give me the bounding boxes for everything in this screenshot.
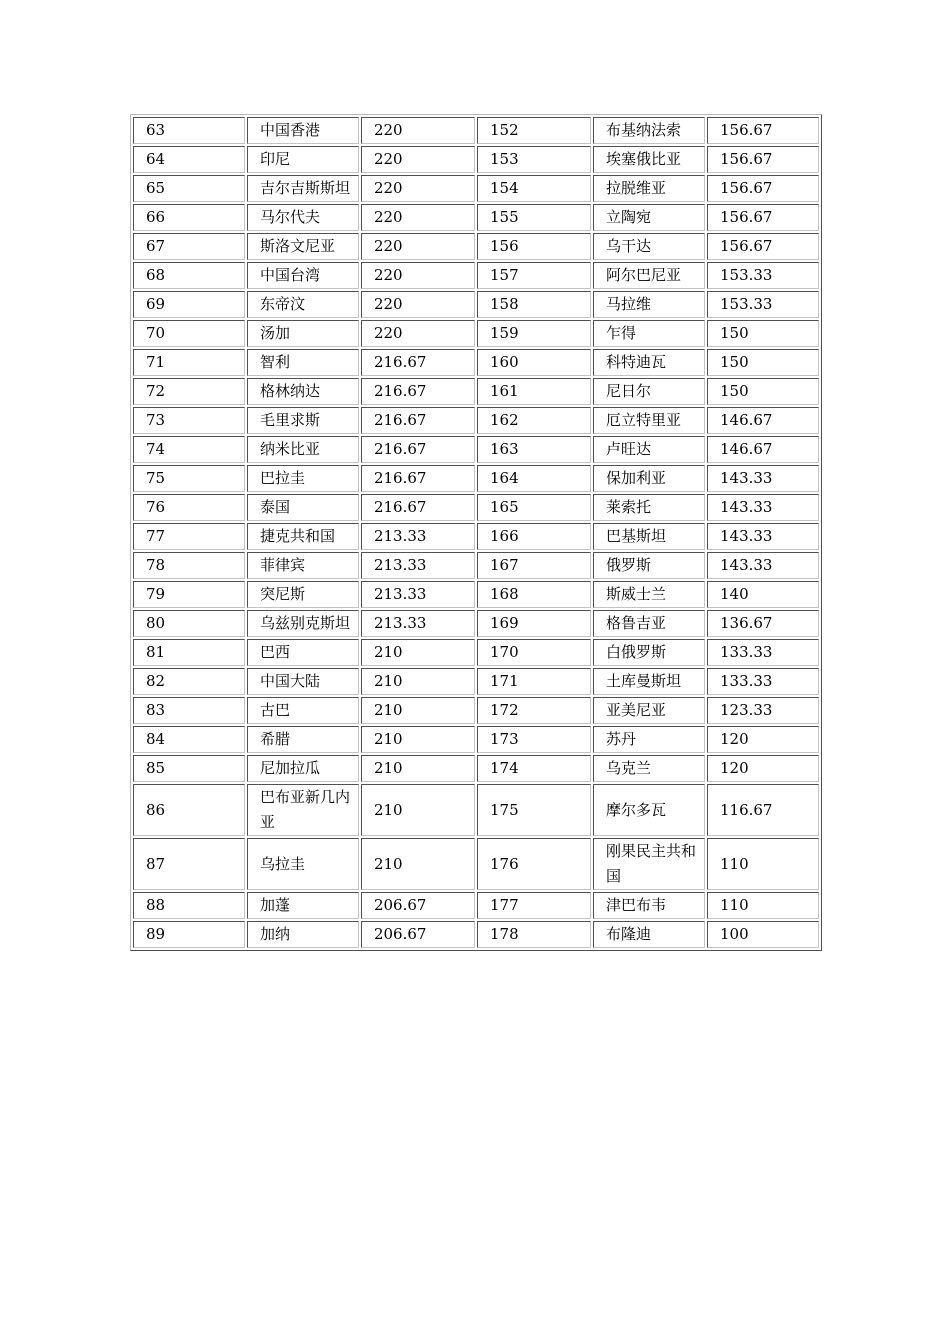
rank-cell: 82 [133,668,245,695]
country-cell: 尼日尔 [593,378,705,405]
country-cell: 纳米比亚 [247,436,359,463]
score-cell: 210 [361,639,475,666]
score-cell: 220 [361,262,475,289]
rank-cell: 178 [477,921,591,948]
score-cell: 133.33 [707,639,819,666]
table-row [133,697,819,724]
rank-cell: 72 [133,378,245,405]
table-row [133,892,819,919]
country-cell: 莱索托 [593,494,705,521]
score-cell: 210 [361,838,475,890]
score-cell: 220 [361,146,475,173]
score-cell: 216.67 [361,494,475,521]
score-cell: 213.33 [361,552,475,579]
rank-cell: 75 [133,465,245,492]
rank-cell: 80 [133,610,245,637]
country-cell: 乌克兰 [593,755,705,782]
country-cell: 摩尔多瓦 [593,784,705,836]
table-row [133,552,819,579]
score-cell: 153.33 [707,291,819,318]
rank-cell: 83 [133,697,245,724]
rank-cell: 171 [477,668,591,695]
rank-cell: 167 [477,552,591,579]
score-cell: 100 [707,921,819,948]
score-cell: 156.67 [707,175,819,202]
score-cell: 210 [361,755,475,782]
table-row [133,465,819,492]
country-cell: 阿尔巴尼亚 [593,262,705,289]
rank-cell: 157 [477,262,591,289]
rank-cell: 63 [133,117,245,144]
country-cell: 巴基斯坦 [593,523,705,550]
rank-cell: 86 [133,784,245,836]
country-cell: 乌拉圭 [247,838,359,890]
rank-cell: 87 [133,838,245,890]
country-cell: 加蓬 [247,892,359,919]
rank-cell: 158 [477,291,591,318]
rank-cell: 69 [133,291,245,318]
table-row [133,320,819,347]
table-row [133,436,819,463]
rank-cell: 85 [133,755,245,782]
rank-cell: 67 [133,233,245,260]
table-row [133,407,819,434]
country-cell: 乌兹别克斯坦 [247,610,359,637]
table-row [133,117,819,144]
score-cell: 210 [361,784,475,836]
table-row [133,668,819,695]
score-cell: 150 [707,378,819,405]
table-row [133,838,819,890]
table-row [133,523,819,550]
country-cell: 菲律宾 [247,552,359,579]
country-cell: 加纳 [247,921,359,948]
rank-cell: 170 [477,639,591,666]
table-row [133,349,819,376]
table-row [133,726,819,753]
rank-cell: 84 [133,726,245,753]
rank-cell: 78 [133,552,245,579]
rank-cell: 163 [477,436,591,463]
rank-cell: 168 [477,581,591,608]
rank-cell: 175 [477,784,591,836]
country-cell: 乍得 [593,320,705,347]
country-cell: 捷克共和国 [247,523,359,550]
score-cell: 210 [361,726,475,753]
rank-cell: 177 [477,892,591,919]
country-cell: 毛里求斯 [247,407,359,434]
rank-cell: 66 [133,204,245,231]
score-cell: 140 [707,581,819,608]
country-cell: 巴西 [247,639,359,666]
country-cell: 希腊 [247,726,359,753]
score-cell: 220 [361,175,475,202]
score-cell: 146.67 [707,436,819,463]
country-cell: 泰国 [247,494,359,521]
score-cell: 156.67 [707,233,819,260]
table-row [133,146,819,173]
rank-cell: 155 [477,204,591,231]
rank-cell: 70 [133,320,245,347]
country-cell: 巴布亚新几内亚 [247,784,359,836]
rank-cell: 79 [133,581,245,608]
table-row [133,233,819,260]
country-cell: 中国香港 [247,117,359,144]
country-cell: 亚美尼亚 [593,697,705,724]
country-cell: 印尼 [247,146,359,173]
table-row [133,262,819,289]
country-cell: 格林纳达 [247,378,359,405]
table-row [133,921,819,948]
table-row [133,639,819,666]
score-cell: 216.67 [361,436,475,463]
country-cell: 智利 [247,349,359,376]
country-cell: 拉脱维亚 [593,175,705,202]
rank-cell: 71 [133,349,245,376]
rank-cell: 159 [477,320,591,347]
country-cell: 保加利亚 [593,465,705,492]
score-cell: 110 [707,838,819,890]
rank-cell: 154 [477,175,591,202]
score-cell: 210 [361,697,475,724]
score-cell: 120 [707,755,819,782]
score-cell: 116.67 [707,784,819,836]
rank-cell: 160 [477,349,591,376]
rank-cell: 156 [477,233,591,260]
table-row [133,784,819,836]
rank-cell: 88 [133,892,245,919]
score-cell: 206.67 [361,921,475,948]
country-cell: 格鲁吉亚 [593,610,705,637]
country-cell: 中国大陆 [247,668,359,695]
score-cell: 220 [361,320,475,347]
rank-cell: 74 [133,436,245,463]
score-cell: 216.67 [361,465,475,492]
score-cell: 220 [361,291,475,318]
score-cell: 220 [361,117,475,144]
country-cell: 津巴布韦 [593,892,705,919]
country-cell: 布隆迪 [593,921,705,948]
country-cell: 斯洛文尼亚 [247,233,359,260]
rank-cell: 76 [133,494,245,521]
country-cell: 布基纳法索 [593,117,705,144]
country-cell: 立陶宛 [593,204,705,231]
rank-cell: 81 [133,639,245,666]
table-row [133,610,819,637]
score-cell: 213.33 [361,610,475,637]
rank-cell: 174 [477,755,591,782]
score-cell: 143.33 [707,523,819,550]
country-cell: 古巴 [247,697,359,724]
country-cell: 卢旺达 [593,436,705,463]
table-body [133,117,819,948]
score-cell: 143.33 [707,494,819,521]
score-cell: 136.67 [707,610,819,637]
rank-cell: 165 [477,494,591,521]
country-cell: 厄立特里亚 [593,407,705,434]
score-cell: 220 [361,204,475,231]
country-cell: 斯威士兰 [593,581,705,608]
country-cell: 土库曼斯坦 [593,668,705,695]
rank-cell: 152 [477,117,591,144]
table-row [133,204,819,231]
country-cell: 俄罗斯 [593,552,705,579]
score-cell: 210 [361,668,475,695]
country-cell: 尼加拉瓜 [247,755,359,782]
score-cell: 216.67 [361,378,475,405]
rank-cell: 162 [477,407,591,434]
country-cell: 汤加 [247,320,359,347]
rank-cell: 65 [133,175,245,202]
score-cell: 216.67 [361,349,475,376]
table-row [133,175,819,202]
ranking-table [130,114,822,951]
country-cell: 科特迪瓦 [593,349,705,376]
rank-cell: 161 [477,378,591,405]
rank-cell: 68 [133,262,245,289]
table-row [133,378,819,405]
country-cell: 东帝汶 [247,291,359,318]
country-cell: 马尔代夫 [247,204,359,231]
score-cell: 220 [361,233,475,260]
score-cell: 143.33 [707,465,819,492]
score-cell: 150 [707,349,819,376]
table-row [133,291,819,318]
rank-cell: 64 [133,146,245,173]
score-cell: 123.33 [707,697,819,724]
rank-cell: 89 [133,921,245,948]
rank-cell: 169 [477,610,591,637]
score-cell: 150 [707,320,819,347]
country-cell: 刚果民主共和国 [593,838,705,890]
country-cell: 巴拉圭 [247,465,359,492]
rank-cell: 77 [133,523,245,550]
score-cell: 146.67 [707,407,819,434]
rank-cell: 164 [477,465,591,492]
score-cell: 153.33 [707,262,819,289]
rank-cell: 176 [477,838,591,890]
score-cell: 156.67 [707,204,819,231]
country-cell: 白俄罗斯 [593,639,705,666]
country-cell: 苏丹 [593,726,705,753]
table-row [133,581,819,608]
score-cell: 120 [707,726,819,753]
country-cell: 吉尔吉斯斯坦 [247,175,359,202]
country-cell: 乌干达 [593,233,705,260]
score-cell: 156.67 [707,117,819,144]
score-cell: 206.67 [361,892,475,919]
rank-cell: 173 [477,726,591,753]
rank-cell: 166 [477,523,591,550]
score-cell: 213.33 [361,581,475,608]
score-cell: 216.67 [361,407,475,434]
score-cell: 156.67 [707,146,819,173]
score-cell: 110 [707,892,819,919]
table-row [133,494,819,521]
score-cell: 133.33 [707,668,819,695]
country-cell: 突尼斯 [247,581,359,608]
country-cell: 马拉维 [593,291,705,318]
rank-cell: 153 [477,146,591,173]
score-cell: 213.33 [361,523,475,550]
country-cell: 埃塞俄比亚 [593,146,705,173]
rank-cell: 172 [477,697,591,724]
rank-cell: 73 [133,407,245,434]
country-cell: 中国台湾 [247,262,359,289]
table-row [133,755,819,782]
score-cell: 143.33 [707,552,819,579]
